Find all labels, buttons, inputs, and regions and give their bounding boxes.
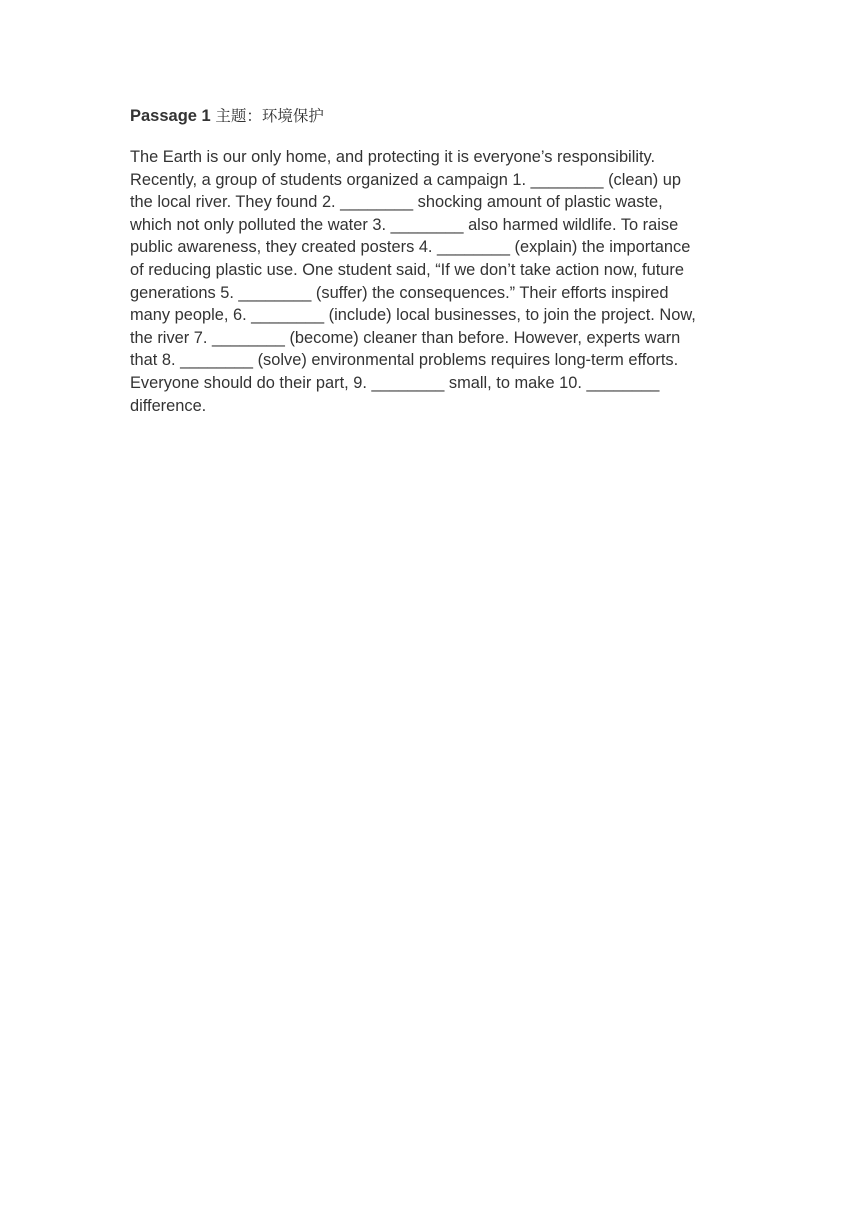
passage-line: the river 7. ________ (become) cleaner than before. However, experts warn <box>130 328 681 347</box>
passage-title <box>130 105 324 127</box>
passage-line: The Earth is our only home, and protecting it is everyone’s responsibility. <box>130 148 656 166</box>
passage-line: difference. <box>130 396 207 415</box>
passage-line: the local river. They found 2. ________ shocking amount of plastic waste, <box>130 193 663 212</box>
passage-line: Recently, a group of students organized a campaign 1. ________ (clean) up <box>130 170 681 189</box>
passage-line: that 8. ________ (solve) environmental problems requires long-term efforts. <box>130 351 679 370</box>
passage-line: public awareness, they created posters 4. ________ (explain) the importance <box>130 238 691 257</box>
passage-label: Passage 1 <box>130 107 211 125</box>
passage-line: generations 5. ________ (suffer) the consequences.” Their efforts inspired <box>130 283 669 302</box>
passage-line: which not only polluted the water 3. ________ also harmed wildlife. To raise <box>130 215 679 234</box>
passage-topic: 主题：环境保护 <box>215 107 324 125</box>
passage-body <box>130 146 734 417</box>
passage-line: Everyone should do their part, 9. ________ small, to make 10. ________ <box>130 373 660 392</box>
passage-line: of reducing plastic use. One student said, “If we don’t take action now, future <box>130 260 684 279</box>
passage-line: many people, 6. ________ (include) local businesses, to join the project. Now, <box>130 306 696 325</box>
